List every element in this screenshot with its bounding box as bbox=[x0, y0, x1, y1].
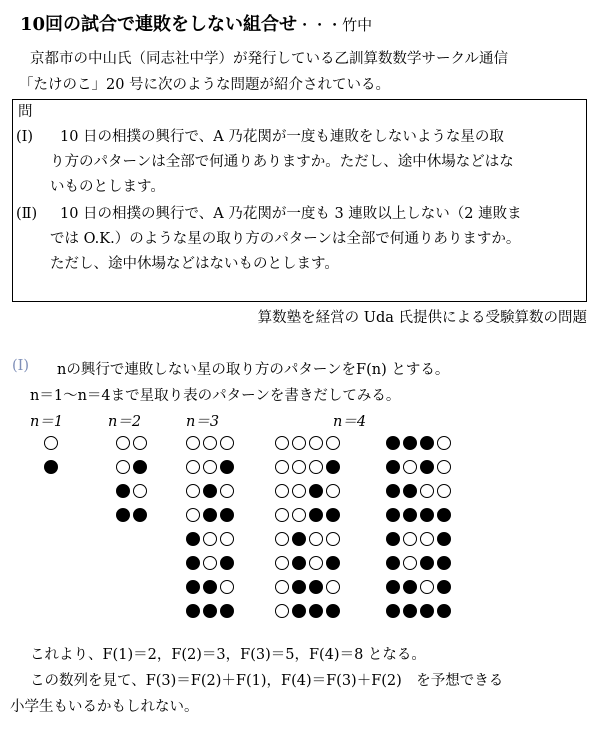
pattern-grid-n1 bbox=[44, 431, 61, 479]
problem-heading: 問 bbox=[18, 104, 33, 120]
loss-mark bbox=[386, 508, 400, 522]
pattern-row bbox=[186, 527, 237, 551]
win-mark bbox=[116, 436, 130, 450]
loss-mark bbox=[437, 580, 451, 594]
pattern-row bbox=[386, 551, 454, 575]
loss-mark bbox=[420, 508, 434, 522]
win-mark bbox=[309, 556, 323, 570]
loss-mark bbox=[292, 580, 306, 594]
loss-mark bbox=[220, 460, 234, 474]
win-mark bbox=[309, 460, 323, 474]
win-mark bbox=[133, 436, 147, 450]
pattern-row bbox=[116, 503, 150, 527]
loss-mark bbox=[116, 508, 130, 522]
win-mark bbox=[292, 460, 306, 474]
page-title bbox=[20, 10, 372, 36]
pattern-row bbox=[186, 431, 237, 455]
pattern-row bbox=[116, 479, 150, 503]
win-mark bbox=[275, 436, 289, 450]
intro-line-2: 「たけのこ」20 号に次のような問題が紹介されている。 bbox=[19, 77, 391, 93]
pattern-row bbox=[386, 599, 454, 623]
loss-mark bbox=[326, 508, 340, 522]
loss-mark bbox=[309, 508, 323, 522]
q1-line: 10 日の相撲の興行で、A 乃花関が一度も連敗をしないような星の取 bbox=[60, 129, 504, 145]
win-mark bbox=[292, 484, 306, 498]
loss-mark bbox=[420, 556, 434, 570]
win-mark bbox=[44, 436, 58, 450]
win-mark bbox=[275, 580, 289, 594]
win-mark bbox=[203, 532, 217, 546]
win-mark bbox=[203, 556, 217, 570]
loss-mark bbox=[437, 532, 451, 546]
loss-mark bbox=[292, 604, 306, 618]
loss-mark bbox=[292, 532, 306, 546]
loss-mark bbox=[133, 508, 147, 522]
loss-mark bbox=[133, 460, 147, 474]
win-mark bbox=[326, 580, 340, 594]
loss-mark bbox=[203, 604, 217, 618]
loss-mark bbox=[220, 604, 234, 618]
pattern-row bbox=[186, 455, 237, 479]
q1-marker: (Ⅰ) bbox=[16, 129, 34, 145]
pattern-grid-n4-right bbox=[386, 431, 454, 623]
pattern-row bbox=[386, 431, 454, 455]
win-mark bbox=[403, 532, 417, 546]
loss-mark bbox=[326, 604, 340, 618]
loss-mark bbox=[386, 484, 400, 498]
win-mark bbox=[203, 436, 217, 450]
win-mark bbox=[309, 532, 323, 546]
win-mark bbox=[326, 436, 340, 450]
loss-mark bbox=[420, 460, 434, 474]
win-mark bbox=[326, 532, 340, 546]
loss-mark bbox=[437, 556, 451, 570]
pattern-row bbox=[186, 599, 237, 623]
loss-mark bbox=[186, 580, 200, 594]
win-mark bbox=[116, 460, 130, 474]
win-mark bbox=[326, 484, 340, 498]
loss-mark bbox=[44, 460, 58, 474]
loss-mark bbox=[203, 484, 217, 498]
loss-mark bbox=[437, 604, 451, 618]
conclusion-line-2: この数列を見て、F(3)＝F(2)＋F(1)，F(4)＝F(3)＋F(2) を予想できる bbox=[30, 673, 504, 689]
win-mark bbox=[437, 484, 451, 498]
win-mark bbox=[292, 436, 306, 450]
pattern-row bbox=[275, 551, 343, 575]
title-main: 10回の試合で連敗をしない組合せ bbox=[20, 14, 298, 35]
loss-mark bbox=[386, 436, 400, 450]
intro-line-1: 京都市の中山氏（同志社中学）が発行している乙訓算数数学サークル通信 bbox=[30, 51, 509, 67]
pattern-grid-n2 bbox=[116, 431, 150, 527]
loss-mark bbox=[309, 604, 323, 618]
loss-mark bbox=[386, 460, 400, 474]
loss-mark bbox=[203, 580, 217, 594]
win-mark bbox=[437, 436, 451, 450]
pattern-row bbox=[275, 479, 343, 503]
pattern-grid-n3 bbox=[186, 431, 237, 623]
loss-mark bbox=[116, 484, 130, 498]
pattern-row bbox=[386, 479, 454, 503]
q2-line: ただし、途中休場などはないものとします。 bbox=[50, 256, 339, 272]
loss-mark bbox=[403, 580, 417, 594]
loss-mark bbox=[326, 556, 340, 570]
loss-mark bbox=[309, 484, 323, 498]
q2-marker: (Ⅱ) bbox=[16, 206, 38, 222]
win-mark bbox=[420, 580, 434, 594]
win-mark bbox=[403, 460, 417, 474]
pattern-row bbox=[186, 551, 237, 575]
pattern-row bbox=[386, 503, 454, 527]
win-mark bbox=[275, 604, 289, 618]
section-line-2: n＝1～n＝4まで星取り表のパターンを書きだしてみる。 bbox=[30, 388, 401, 404]
section-line-1: nの興行で連敗しない星の取り方のパターンをF(n) とする。 bbox=[57, 362, 450, 378]
win-mark bbox=[186, 508, 200, 522]
pattern-row bbox=[186, 575, 237, 599]
loss-mark bbox=[203, 508, 217, 522]
pattern-row bbox=[275, 599, 343, 623]
q2-line: では O.K.）のような星の取り方のパターンは全部で何通りありますか。 bbox=[50, 231, 521, 247]
win-mark bbox=[275, 508, 289, 522]
loss-mark bbox=[386, 580, 400, 594]
loss-mark bbox=[309, 580, 323, 594]
win-mark bbox=[186, 460, 200, 474]
loss-mark bbox=[220, 508, 234, 522]
pattern-row bbox=[44, 455, 61, 479]
pattern-row bbox=[386, 527, 454, 551]
loss-mark bbox=[386, 532, 400, 546]
source-note: 算数塾を経営の Uda 氏提供による受験算数の問題 bbox=[257, 310, 587, 326]
pattern-grid-n4-left bbox=[275, 431, 343, 623]
label-n2: n＝2 bbox=[108, 414, 142, 430]
win-mark bbox=[186, 484, 200, 498]
pattern-row bbox=[275, 431, 343, 455]
conclusion-line-3: 小学生もいるかもしれない。 bbox=[10, 699, 199, 715]
win-mark bbox=[203, 460, 217, 474]
pattern-row bbox=[186, 503, 237, 527]
loss-mark bbox=[437, 508, 451, 522]
win-mark bbox=[220, 532, 234, 546]
win-mark bbox=[275, 556, 289, 570]
win-mark bbox=[186, 436, 200, 450]
loss-mark bbox=[420, 604, 434, 618]
loss-mark bbox=[403, 436, 417, 450]
pattern-row bbox=[116, 431, 150, 455]
loss-mark bbox=[403, 484, 417, 498]
loss-mark bbox=[292, 556, 306, 570]
win-mark bbox=[275, 460, 289, 474]
pattern-row bbox=[44, 431, 61, 455]
pattern-row bbox=[116, 455, 150, 479]
loss-mark bbox=[220, 556, 234, 570]
section-marker: (Ⅰ) bbox=[12, 358, 30, 374]
pattern-row bbox=[275, 455, 343, 479]
pattern-row bbox=[275, 503, 343, 527]
win-mark bbox=[420, 484, 434, 498]
loss-mark bbox=[186, 556, 200, 570]
win-mark bbox=[275, 532, 289, 546]
q1-line: り方のパターンは全部で何通りありますか。ただし、途中休場などはな bbox=[50, 154, 514, 170]
win-mark bbox=[220, 580, 234, 594]
loss-mark bbox=[326, 460, 340, 474]
loss-mark bbox=[386, 556, 400, 570]
pattern-row bbox=[275, 575, 343, 599]
win-mark bbox=[403, 556, 417, 570]
label-n4: n＝4 bbox=[333, 414, 367, 430]
loss-mark bbox=[386, 604, 400, 618]
win-mark bbox=[220, 436, 234, 450]
win-mark bbox=[220, 484, 234, 498]
pattern-row bbox=[275, 527, 343, 551]
win-mark bbox=[133, 484, 147, 498]
loss-mark bbox=[186, 532, 200, 546]
title-author: ・・・竹中 bbox=[297, 16, 373, 34]
win-mark bbox=[292, 508, 306, 522]
loss-mark bbox=[186, 604, 200, 618]
pattern-row bbox=[386, 575, 454, 599]
label-n3: n＝3 bbox=[186, 414, 220, 430]
q1-line: いものとします。 bbox=[50, 179, 165, 195]
q2-line: 10 日の相撲の興行で、A 乃花関が一度も 3 連敗以上しない（2 連敗ま bbox=[60, 206, 522, 222]
loss-mark bbox=[403, 508, 417, 522]
win-mark bbox=[420, 532, 434, 546]
loss-mark bbox=[420, 436, 434, 450]
loss-mark bbox=[403, 604, 417, 618]
win-mark bbox=[275, 484, 289, 498]
win-mark bbox=[309, 436, 323, 450]
label-n1: n＝1 bbox=[30, 414, 64, 430]
pattern-row bbox=[386, 455, 454, 479]
conclusion-line-1: これより、F(1)＝2，F(2)＝3，F(3)＝5，F(4)＝8 となる。 bbox=[30, 647, 426, 663]
win-mark bbox=[437, 460, 451, 474]
pattern-row bbox=[186, 479, 237, 503]
